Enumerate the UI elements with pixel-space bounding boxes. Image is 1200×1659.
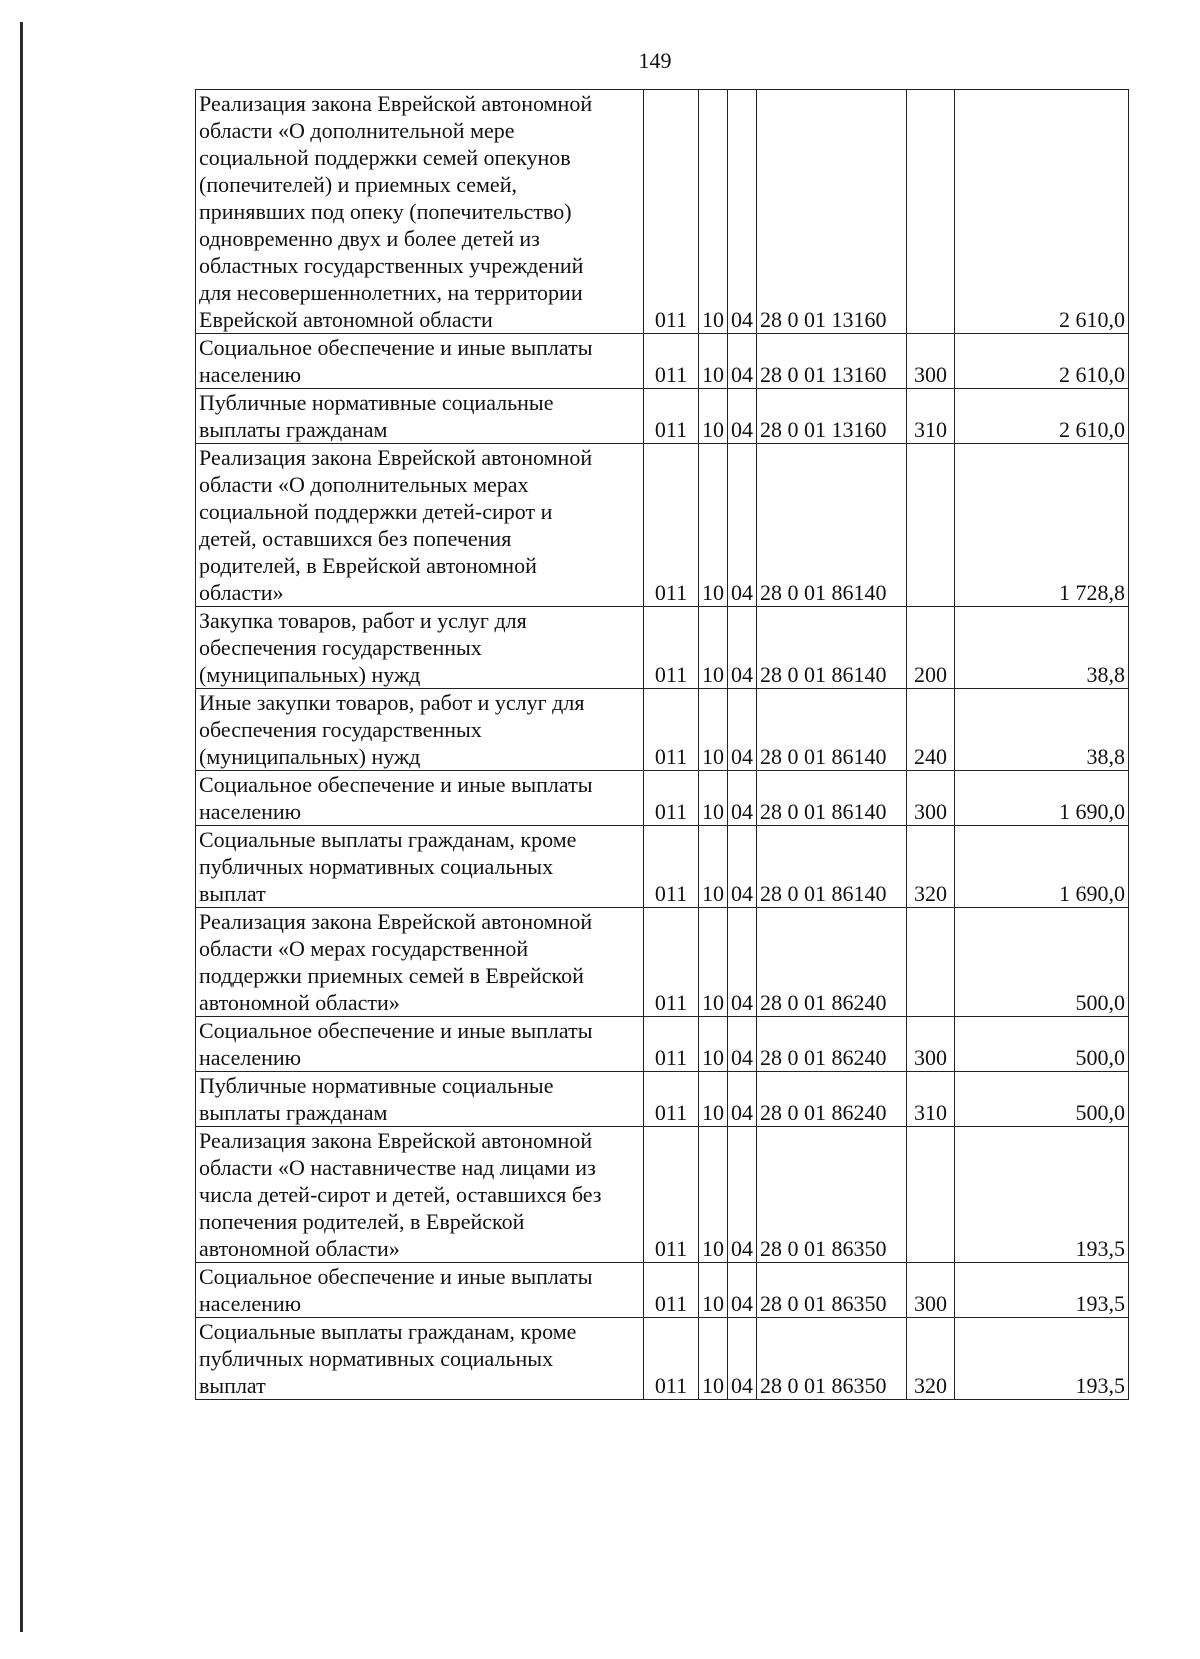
expense-type-cell: 320 [907, 826, 955, 908]
table-row [196, 444, 1129, 607]
item-name-line: области «О мерах государственной [199, 936, 529, 961]
target-article-cell: 28 0 01 86240 [757, 1072, 907, 1127]
item-name-line: Социальные выплаты гражданам, кроме [199, 1319, 577, 1344]
item-name-line: обеспечения государственных [199, 717, 482, 742]
section-code-cell: 10 [699, 771, 728, 826]
section-code-cell: 10 [699, 389, 728, 444]
item-name-line: Еврейской автономной области [199, 307, 493, 332]
item-name-line: Реализация закона Еврейской автономной [199, 909, 593, 934]
section-code-cell: 10 [699, 1017, 728, 1072]
item-name-line: Социальное обеспечение и иные выплаты [199, 1018, 593, 1043]
item-name-line: Реализация закона Еврейской автономной [199, 445, 593, 470]
section-code-cell: 10 [699, 334, 728, 389]
item-name-line: Реализация закона Еврейской автономной [199, 91, 593, 116]
subsection-code-cell: 04 [728, 908, 757, 1017]
table-row [196, 334, 1129, 389]
expense-type-cell: 310 [907, 389, 955, 444]
ministry-code-cell: 011 [644, 1127, 699, 1263]
subsection-code-cell: 04 [728, 334, 757, 389]
ministry-code-cell: 011 [644, 607, 699, 689]
section-code-cell: 10 [699, 1318, 728, 1400]
item-name-cell [196, 826, 644, 908]
item-name-cell [196, 444, 644, 607]
target-article-cell: 28 0 01 86350 [757, 1127, 907, 1263]
table-row [196, 607, 1129, 689]
table-body [196, 90, 1129, 1400]
budget-table [195, 89, 1129, 1400]
ministry-code-cell: 011 [644, 1072, 699, 1127]
item-name-line: области «О наставничестве над лицами из [199, 1155, 596, 1180]
item-name-line: Публичные нормативные социальные [199, 390, 554, 415]
target-article-cell: 28 0 01 86140 [757, 826, 907, 908]
expense-type-cell [907, 90, 955, 334]
amount-cell: 38,8 [955, 689, 1129, 771]
section-code-cell: 10 [699, 1127, 728, 1263]
item-name-cell [196, 908, 644, 1017]
item-name-cell [196, 1263, 644, 1318]
ministry-code-cell: 011 [644, 444, 699, 607]
ministry-code-cell: 011 [644, 1017, 699, 1072]
item-name-line: населению [199, 362, 302, 387]
item-name-cell [196, 1318, 644, 1400]
item-name-line: выплат [199, 1373, 266, 1398]
item-name-line: автономной области» [199, 990, 400, 1015]
item-name-cell [196, 689, 644, 771]
item-name-line: Закупка товаров, работ и услуг для [199, 608, 527, 633]
item-name-line: Реализация закона Еврейской автономной [199, 1128, 593, 1153]
subsection-code-cell: 04 [728, 90, 757, 334]
table-row [196, 1318, 1129, 1400]
item-name-cell [196, 90, 644, 334]
item-name-line: области» [199, 580, 284, 605]
target-article-cell: 28 0 01 86140 [757, 689, 907, 771]
subsection-code-cell: 04 [728, 1072, 757, 1127]
target-article-cell: 28 0 01 86350 [757, 1318, 907, 1400]
item-name-line: области «О дополнительной мере [199, 118, 515, 143]
amount-cell: 2 610,0 [955, 90, 1129, 334]
table-row [196, 389, 1129, 444]
item-name-line: социальной поддержки семей опекунов [199, 145, 571, 170]
ministry-code-cell: 011 [644, 689, 699, 771]
expense-type-cell [907, 1127, 955, 1263]
item-name-cell [196, 1127, 644, 1263]
item-name-line: выплаты гражданам [199, 417, 388, 442]
item-name-line: Иные закупки товаров, работ и услуг для [199, 690, 585, 715]
item-name-line: числа детей-сирот и детей, оставшихся без [199, 1182, 602, 1207]
item-name-line: детей, оставшихся без попечения [199, 526, 512, 551]
page-number: 149 [638, 48, 672, 73]
item-name-line: Социальное обеспечение и иные выплаты [199, 1264, 593, 1289]
item-name-line: поддержки приемных семей в Еврейской [199, 963, 584, 988]
amount-cell: 1 690,0 [955, 826, 1129, 908]
item-name-line: автономной области» [199, 1236, 400, 1261]
amount-cell: 500,0 [955, 908, 1129, 1017]
item-name-line: выплат [199, 881, 266, 906]
item-name-line: принявших под опеку (попечительство) [199, 199, 572, 224]
target-article-cell: 28 0 01 13160 [757, 334, 907, 389]
amount-cell: 193,5 [955, 1263, 1129, 1318]
table-row [196, 689, 1129, 771]
target-article-cell: 28 0 01 13160 [757, 90, 907, 334]
section-code-cell: 10 [699, 689, 728, 771]
subsection-code-cell: 04 [728, 771, 757, 826]
item-name-line: (попечителей) и приемных семей, [199, 172, 517, 197]
subsection-code-cell: 04 [728, 607, 757, 689]
item-name-cell [196, 1072, 644, 1127]
subsection-code-cell: 04 [728, 1127, 757, 1263]
target-article-cell: 28 0 01 86140 [757, 771, 907, 826]
item-name-cell [196, 607, 644, 689]
item-name-line: выплаты гражданам [199, 1100, 388, 1125]
ministry-code-cell: 011 [644, 334, 699, 389]
subsection-code-cell: 04 [728, 389, 757, 444]
section-code-cell: 10 [699, 908, 728, 1017]
ministry-code-cell: 011 [644, 389, 699, 444]
amount-cell: 2 610,0 [955, 389, 1129, 444]
item-name-cell [196, 389, 644, 444]
amount-cell: 193,5 [955, 1127, 1129, 1263]
target-article-cell: 28 0 01 86140 [757, 607, 907, 689]
item-name-line: публичных нормативных социальных [199, 854, 554, 879]
table-row [196, 90, 1129, 334]
subsection-code-cell: 04 [728, 1017, 757, 1072]
expense-type-cell: 300 [907, 334, 955, 389]
item-name-line: населению [199, 1291, 302, 1316]
ministry-code-cell: 011 [644, 771, 699, 826]
section-code-cell: 10 [699, 607, 728, 689]
ministry-code-cell: 011 [644, 908, 699, 1017]
subsection-code-cell: 04 [728, 1263, 757, 1318]
amount-cell: 500,0 [955, 1017, 1129, 1072]
table-row [196, 1072, 1129, 1127]
item-name-line: публичных нормативных социальных [199, 1346, 554, 1371]
item-name-cell [196, 1017, 644, 1072]
expense-type-cell [907, 908, 955, 1017]
ministry-code-cell: 011 [644, 826, 699, 908]
item-name-cell [196, 334, 644, 389]
target-article-cell: 28 0 01 86240 [757, 908, 907, 1017]
expense-type-cell: 300 [907, 1263, 955, 1318]
target-article-cell: 28 0 01 86350 [757, 1263, 907, 1318]
ministry-code-cell: 011 [644, 90, 699, 334]
item-name-line: одновременно двух и более детей из [199, 226, 540, 251]
amount-cell: 1 690,0 [955, 771, 1129, 826]
table-row [196, 908, 1129, 1017]
section-code-cell: 10 [699, 1072, 728, 1127]
item-name-line: населению [199, 799, 302, 824]
target-article-cell: 28 0 01 13160 [757, 389, 907, 444]
subsection-code-cell: 04 [728, 1318, 757, 1400]
item-name-line: Публичные нормативные социальные [199, 1073, 554, 1098]
subsection-code-cell: 04 [728, 689, 757, 771]
item-name-line: областных государственных учреждений [199, 253, 584, 278]
expense-type-cell: 200 [907, 607, 955, 689]
expense-type-cell: 240 [907, 689, 955, 771]
item-name-line: обеспечения государственных [199, 635, 482, 660]
amount-cell: 193,5 [955, 1318, 1129, 1400]
item-name-line: попечения родителей, в Еврейской [199, 1209, 525, 1234]
ministry-code-cell: 011 [644, 1263, 699, 1318]
scan-edge-line [20, 22, 23, 1632]
amount-cell: 38,8 [955, 607, 1129, 689]
item-name-line: области «О дополнительных мерах [199, 472, 529, 497]
table-row [196, 771, 1129, 826]
item-name-line: Социальное обеспечение и иные выплаты [199, 772, 593, 797]
amount-cell: 500,0 [955, 1072, 1129, 1127]
subsection-code-cell: 04 [728, 826, 757, 908]
expense-type-cell [907, 444, 955, 607]
ministry-code-cell: 011 [644, 1318, 699, 1400]
item-name-line: социальной поддержки детей-сирот и [199, 499, 553, 524]
target-article-cell: 28 0 01 86240 [757, 1017, 907, 1072]
table-row [196, 1017, 1129, 1072]
item-name-line: Социальные выплаты гражданам, кроме [199, 827, 577, 852]
expense-type-cell: 300 [907, 1017, 955, 1072]
item-name-line: (муниципальных) нужд [199, 744, 421, 769]
item-name-line: (муниципальных) нужд [199, 662, 421, 687]
amount-cell: 1 728,8 [955, 444, 1129, 607]
section-code-cell: 10 [699, 1263, 728, 1318]
section-code-cell: 10 [699, 90, 728, 334]
table-row [196, 1263, 1129, 1318]
item-name-line: для несовершеннолетних, на территории [199, 280, 583, 305]
section-code-cell: 10 [699, 444, 728, 607]
amount-cell: 2 610,0 [955, 334, 1129, 389]
table-row [196, 826, 1129, 908]
item-name-line: родителей, в Еврейской автономной [199, 553, 537, 578]
expense-type-cell: 300 [907, 771, 955, 826]
item-name-cell [196, 771, 644, 826]
expense-type-cell: 310 [907, 1072, 955, 1127]
table-row [196, 1127, 1129, 1263]
target-article-cell: 28 0 01 86140 [757, 444, 907, 607]
section-code-cell: 10 [699, 826, 728, 908]
subsection-code-cell: 04 [728, 444, 757, 607]
item-name-line: населению [199, 1045, 302, 1070]
item-name-line: Социальное обеспечение и иные выплаты [199, 335, 593, 360]
expense-type-cell: 320 [907, 1318, 955, 1400]
